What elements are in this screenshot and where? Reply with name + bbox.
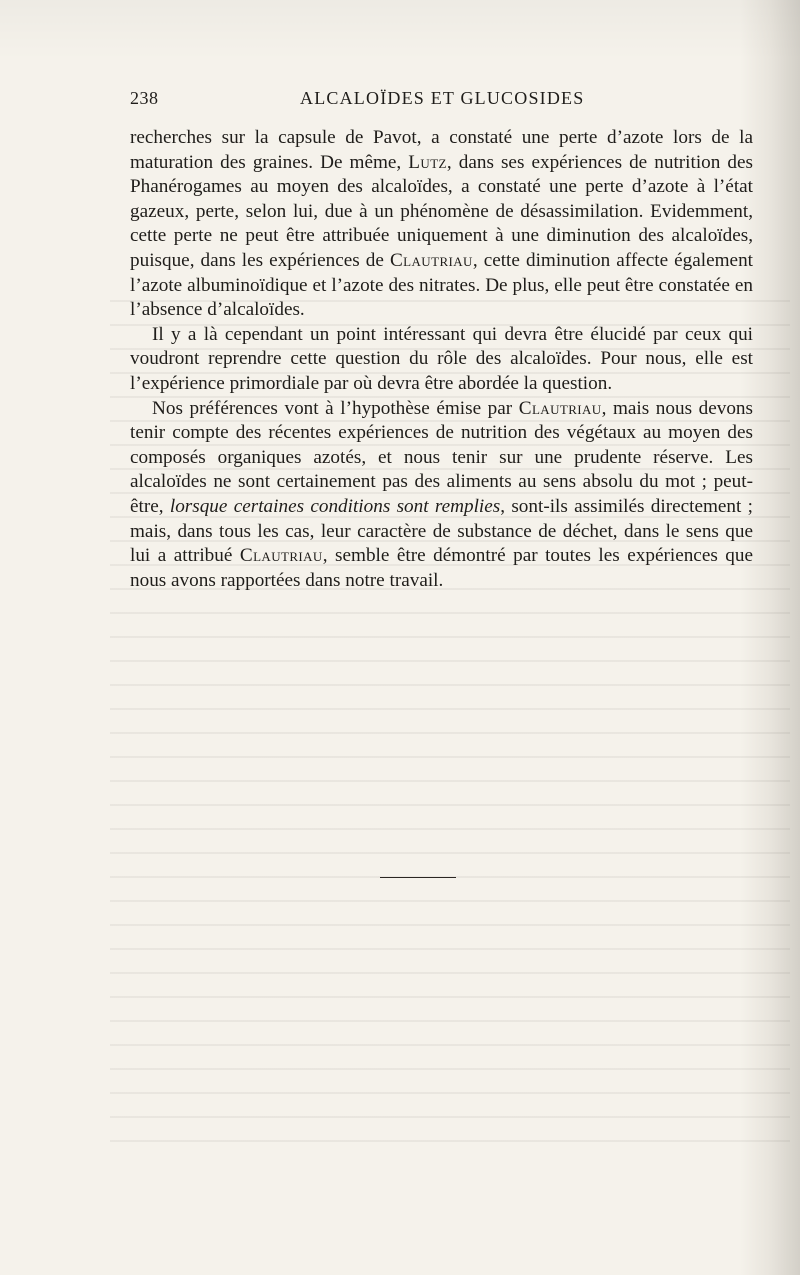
paragraph-1-text-c: , cette diminution affecte également l’azote albuminoïdique et l’azote des nitrates. De plus, elle peut être constatée en l’absence d’alcaloïdes. <box>130 249 753 321</box>
paragraph-1 <box>130 126 753 323</box>
paragraph-3-text-b: , mais nous devons tenir compte des récentes expériences de nutrition des végétaux au moyen des composés organiques azotés, et nous tenir sur une prudente réserve. Les alcaloïdes ne sont certainement pas des aliments au sens absolu du mot ; peut-être, <box>130 397 753 517</box>
running-title: ALCALOÏDES ET GLUCOSIDES <box>300 88 585 108</box>
paragraph-1-text-b: , dans ses expériences de nutrition des Phanérogames au moyen des alcaloïdes, a constaté une perte d’azote à l’état gazeux, perte, selon lui, due à un phénomène de désassimilation. Evidemment, cette perte ne peut être attribuée uniquement à une diminution des alcaloïdes, puisque, dans les expériences de <box>130 151 753 271</box>
author-name-clautriau: Clautriau <box>389 249 473 271</box>
page-number: 238 <box>130 88 159 108</box>
italic-phrase: lorsque certaines conditions sont remplies <box>169 495 501 517</box>
paragraph-3-text-a: Nos préférences vont à l’hypothèse émise par <box>152 397 519 419</box>
paragraph-3-text-d: , semble être démontré par toutes les expériences que nous avons rapportées dans notre travail. <box>130 545 754 591</box>
running-head <box>130 88 750 112</box>
author-name-clautriau: Clautriau <box>239 545 323 567</box>
author-name-clautriau: Clautriau <box>518 397 602 419</box>
paragraph-3-text-c: , sont-ils assimilés directement ; mais, dans tous les cas, leur caractère de substance de déchet, dans le sens que lui a attribué <box>130 495 753 567</box>
paragraph-1-text-a: recherches sur la capsule de Pavot, a constaté une perte d’azote lors de la maturation des graines. De même, <box>130 127 753 173</box>
body-text <box>130 126 753 593</box>
author-name-lutz: Lutz <box>408 151 447 173</box>
paragraph-3 <box>130 397 753 594</box>
section-end-rule <box>380 877 456 878</box>
paragraph-2: Il y a là cependant un point intéressant qui devra être élucidé par ceux qui voudront reprendre cette question du rôle des alcaloïdes. Pour nous, elle est l’expérience primordiale par où devra être abordée la question. <box>130 323 753 394</box>
